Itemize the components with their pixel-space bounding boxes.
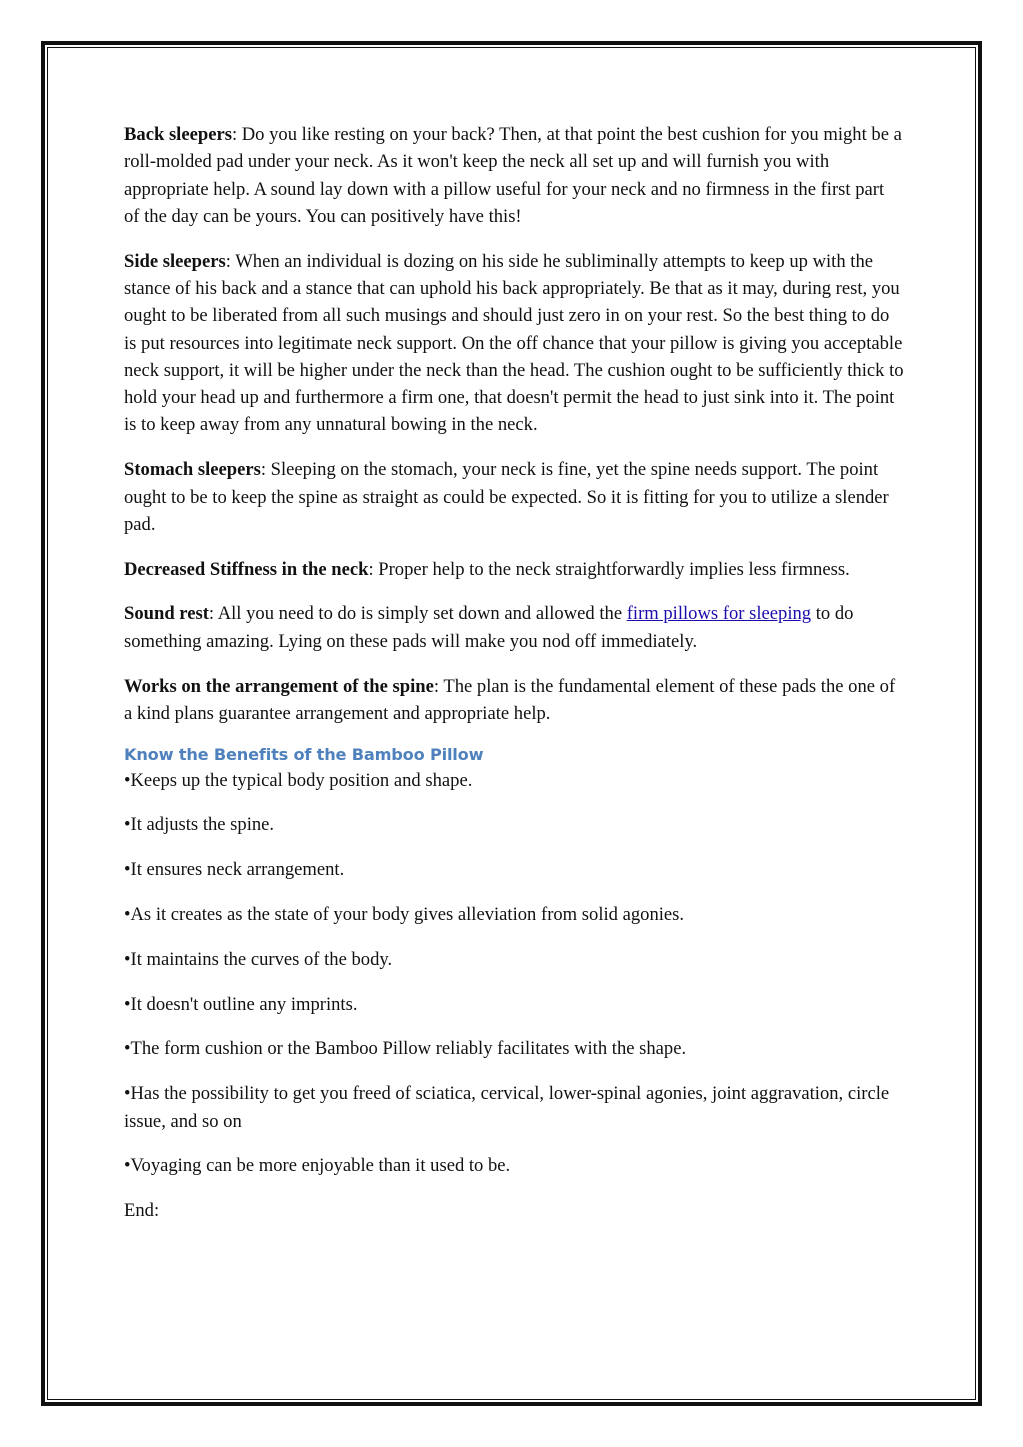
paragraph-stomach-sleepers [124, 456, 904, 538]
bullet-item: •Has the possibility to get you freed of sciatica, cervical, lower-spinal agonies, joint aggravation, circle issue, and so on [124, 1083, 890, 1132]
paragraph-side-sleepers [124, 248, 904, 439]
text-stomach-sleepers: : Sleeping on the stomach, your neck is fine, yet the spine needs support. The point ought to be to keep the spine as straight as could be expected. So it is fitting for you to utilize a slender pad. [124, 459, 889, 535]
bullet-item: •As it creates as the state of your body gives alleviation from solid agonies. [124, 904, 685, 926]
bullet-item: •Voyaging can be more enjoyable than it used to be. [124, 1155, 511, 1177]
text-spine-arrangement: : The plan is the fundamental element of these pads the one of a kind plans guarantee arrangement and appropriate help. [124, 675, 896, 724]
paragraph-sound-rest [124, 600, 904, 655]
firm-pillows-link[interactable]: firm pillows for sleeping [626, 603, 812, 625]
term-back-sleepers: Back sleepers [124, 124, 232, 145]
term-stomach-sleepers: Stomach sleepers [124, 459, 261, 481]
bullet-item: •It adjusts the spine. [124, 814, 275, 836]
text-sound-rest-before: : All you need to do is simply set down and allowed the [208, 603, 627, 625]
benefits-heading: Know the Benefits of the Bamboo Pillow [124, 744, 484, 764]
paragraph-spine-arrangement [124, 673, 904, 728]
document-body [124, 121, 904, 1242]
term-side-sleepers: Side sleepers [124, 250, 226, 272]
end-label: End: [124, 1200, 160, 1222]
term-sound-rest: Sound rest [124, 603, 209, 625]
paragraph-back-sleepers [124, 121, 904, 230]
text-side-sleepers: : When an individual is dozing on his side he subliminally attempts to keep up with the stance of his back and a stance that can uphold his back appropriately. Be that as it may, during rest, you ought to be liberated from all such musings and should just zero in on your rest. So the best thing to do is put resources into legitimate neck support. On the off chance that your pillow is giving you acceptable neck support, it will be higher under the neck than the head. The cushion ought to be sufficiently thick to hold your head up and furthermore a firm one, that doesn't permit the head to just sink into it. The point is to keep away from any unnatural bowing in the neck. [124, 250, 904, 436]
bullet-item: •The form cushion or the Bamboo Pillow reliably facilitates with the shape. [124, 1038, 687, 1060]
term-decreased-stiffness: Decreased Stiffness in the neck [124, 558, 369, 580]
text-sound-rest-after: to do something amazing. Lying on these pads will make you nod off immediately. [124, 603, 854, 652]
bullet-item: •It doesn't outline any imprints. [124, 993, 358, 1015]
bullet-item: •It ensures neck arrangement. [124, 859, 345, 881]
bullet-item: •It maintains the curves of the body. [124, 948, 393, 970]
term-spine-arrangement: Works on the arrangement of the spine [124, 675, 434, 697]
paragraph-decreased-stiffness [124, 556, 904, 583]
text-back-sleepers: : Do you like resting on your back? Then, at that point the best cushion for you might be a roll-molded pad under your neck. As it won't keep the neck all set up and will furnish you with appropriate help. A sound lay down with a pillow useful for your neck and no firmness in the first part of the day can be yours. You can positively have this! [124, 124, 902, 227]
text-decreased-stiffness: : Proper help to the neck straightforwardly implies less firmness. [368, 558, 850, 580]
bullet-item: •Keeps up the typical body position and shape. [124, 769, 473, 791]
